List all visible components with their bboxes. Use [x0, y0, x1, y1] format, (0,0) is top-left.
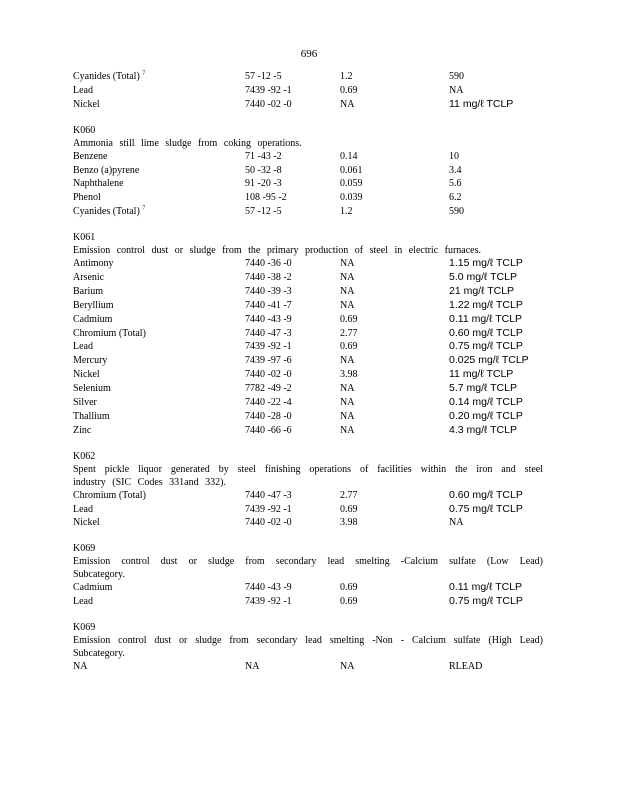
- constituent-name-text: Lead: [73, 503, 93, 515]
- constituent-row: [73, 313, 543, 327]
- constituent-name-text: Benzo (a)pyrene: [73, 164, 140, 176]
- constituent-name: [73, 70, 145, 84]
- cas-number: 57 -12 -5: [245, 206, 282, 218]
- constituent-name-text: Beryllium: [73, 299, 114, 311]
- constituent-name-text: Nickel: [73, 98, 100, 110]
- constituent-name: [73, 327, 146, 341]
- nonwastewater-standard: 590: [449, 206, 464, 218]
- page-number: 696: [300, 48, 318, 60]
- cas-number: 7782 -49 -2: [245, 383, 292, 395]
- nonwastewater-standard: 0.75 mg/ℓ TCLP: [449, 595, 523, 608]
- waste-section: [73, 70, 543, 112]
- wastewater-standard: NA: [340, 272, 355, 284]
- constituent-name-text: Phenol: [73, 192, 101, 204]
- constituent-row: [73, 299, 543, 313]
- constituent-row: [73, 257, 543, 271]
- wastewater-standard: 1.2: [340, 71, 353, 82]
- waste-section: [73, 231, 543, 438]
- nonwastewater-standard: 1.15 mg/ℓ TCLP: [449, 257, 523, 270]
- nonwastewater-standard: 6.2: [449, 192, 462, 204]
- constituent-row: [73, 516, 543, 530]
- cas-number: 7440 -02 -0: [245, 369, 292, 381]
- wastewater-standard: NA: [340, 285, 355, 297]
- cas-number: 7440 -66 -6: [245, 424, 292, 436]
- constituent-name-text: Silver: [73, 397, 97, 409]
- constituent-name: [73, 205, 145, 219]
- constituent-name: [73, 271, 104, 285]
- constituent-name-text: Antimony: [73, 258, 114, 270]
- constituent-name: [73, 516, 100, 530]
- constituent-row: [73, 150, 543, 164]
- wastewater-standard: 0.69: [340, 313, 358, 325]
- nonwastewater-standard: 0.75 mg/ℓ TCLP: [449, 340, 523, 353]
- waste-section: [73, 621, 543, 674]
- waste-description: Emission control dust or sludge from secondary lead smelting -Non - Calcium sulfate (High Lead) Subcategory.: [73, 635, 543, 660]
- nonwastewater-standard: 10: [449, 150, 459, 162]
- nonwastewater-standard: 0.20 mg/ℓ TCLP: [449, 409, 523, 422]
- nonwastewater-standard: 11 mg/ℓ TCLP: [449, 368, 514, 381]
- waste-code: K069: [73, 622, 96, 634]
- cas-number: 7439 -92 -1: [245, 503, 292, 515]
- constituent-name-text: Cyanides (Total): [73, 206, 140, 218]
- constituent-name: [73, 150, 107, 164]
- constituent-name: [73, 340, 93, 354]
- constituent-row: [73, 177, 543, 191]
- constituent-row: [73, 503, 543, 517]
- nonwastewater-standard: RLEAD: [449, 661, 483, 673]
- cas-number: 7440 -38 -2: [245, 272, 292, 284]
- wastewater-standard: 0.059: [340, 178, 363, 190]
- constituent-row: [73, 396, 543, 410]
- waste-code: K069: [73, 543, 96, 555]
- waste-section: [73, 450, 543, 531]
- constituent-row: [73, 327, 543, 341]
- cas-number: 71 -43 -2: [245, 150, 282, 162]
- constituent-name: [73, 257, 114, 271]
- cas-number: 50 -32 -8: [245, 164, 282, 176]
- constituent-name-text: Benzene: [73, 150, 108, 162]
- cas-number: 7439 -92 -1: [245, 596, 292, 608]
- waste-description: Emission control dust or sludge from secondary lead smelting -Calcium sulfate (Low Lead) Subcategory.: [73, 556, 543, 581]
- waste-section: [73, 542, 543, 609]
- cas-number: 7440 -47 -3: [245, 489, 292, 501]
- constituent-name: [73, 424, 91, 438]
- wastewater-standard: 0.69: [340, 503, 358, 515]
- constituent-name-text: Lead: [73, 596, 93, 608]
- waste-description: Spent pickle liquor generated by steel finishing operations of facilities within the iron and steel industry (SIC Codes 331and 332).: [73, 463, 543, 488]
- constituent-row: [73, 595, 543, 609]
- nonwastewater-standard: 0.025 mg/ℓ TCLP: [449, 354, 529, 367]
- cas-number: 91 -20 -3: [245, 178, 282, 190]
- wastewater-standard: NA: [340, 258, 355, 270]
- cas-number: 7440 -43 -9: [245, 313, 292, 325]
- nonwastewater-standard: 5.7 mg/ℓ TCLP: [449, 382, 517, 395]
- nonwastewater-standard: 0.14 mg/ℓ TCLP: [449, 396, 523, 409]
- constituent-name: [73, 285, 103, 299]
- constituent-name: [73, 313, 112, 327]
- cas-number: 108 -95 -2: [245, 192, 287, 204]
- wastewater-standard: NA: [340, 397, 355, 409]
- cas-number: 7440 -41 -7: [245, 299, 292, 311]
- constituent-name-text: Chromium (Total): [73, 489, 146, 501]
- constituent-name: [73, 581, 112, 595]
- constituent-row: [73, 340, 543, 354]
- constituent-row: [73, 424, 543, 438]
- constituent-name: [73, 84, 93, 98]
- nonwastewater-standard: 3.4: [449, 164, 462, 176]
- waste-code: K061: [73, 232, 96, 244]
- waste-code: K062: [73, 450, 96, 462]
- nonwastewater-standard: 0.11 mg/ℓ TCLP: [449, 581, 523, 594]
- constituent-name: [73, 299, 114, 313]
- constituent-row: [73, 164, 543, 178]
- wastewater-standard: 3.98: [340, 369, 358, 381]
- waste-description: Ammonia still lime sludge from coking operations.: [73, 137, 302, 149]
- wastewater-standard: 0.69: [340, 341, 358, 353]
- wastewater-standard: 1.2: [340, 206, 353, 218]
- constituent-row: [73, 660, 543, 674]
- constituent-row: [73, 70, 543, 84]
- cas-number: 7440 -47 -3: [245, 327, 292, 339]
- constituent-row: [73, 98, 543, 112]
- constituent-name: [73, 595, 93, 609]
- constituent-row: [73, 191, 543, 205]
- constituent-name-text: Zinc: [73, 424, 92, 436]
- wastewater-standard: NA: [340, 299, 355, 311]
- constituent-name: [73, 410, 110, 424]
- cas-number: 7439 -92 -1: [245, 84, 292, 96]
- wastewater-standard: 0.69: [340, 582, 358, 594]
- nonwastewater-standard: NA: [449, 517, 464, 529]
- constituent-name-text: Selenium: [73, 383, 111, 395]
- nonwastewater-standard: 5.6: [449, 178, 462, 190]
- constituent-name: [73, 382, 111, 396]
- wastewater-standard: NA: [340, 98, 355, 110]
- constituent-name: [73, 368, 100, 382]
- constituent-row: [73, 382, 543, 396]
- constituent-name-text: Arsenic: [73, 272, 105, 284]
- cas-number: 57 -12 -5: [245, 71, 282, 82]
- footnote-marker: 7: [142, 205, 146, 212]
- nonwastewater-standard: 0.60 mg/ℓ TCLP: [449, 326, 523, 339]
- nonwastewater-standard: 1.22 mg/ℓ TCLP: [449, 298, 523, 311]
- constituent-name: [73, 489, 146, 503]
- treatment-standards-table: [73, 70, 543, 686]
- constituent-name-text: Mercury: [73, 355, 108, 367]
- constituent-name: [73, 503, 93, 517]
- cas-number: NA: [245, 661, 260, 673]
- nonwastewater-standard: NA: [449, 84, 464, 96]
- constituent-row: [73, 205, 543, 219]
- wastewater-standard: NA: [340, 410, 355, 422]
- wastewater-standard: 0.061: [340, 164, 363, 176]
- constituent-name-text: Lead: [73, 341, 93, 353]
- constituent-name-text: Cadmium: [73, 313, 113, 325]
- cas-number: 7439 -97 -6: [245, 355, 292, 367]
- constituent-row: [73, 489, 543, 503]
- constituent-name-text: Thallium: [73, 410, 110, 422]
- nonwastewater-standard: 0.11 mg/ℓ TCLP: [449, 312, 523, 325]
- constituent-name-text: Naphthalene: [73, 178, 124, 190]
- wastewater-standard: NA: [340, 355, 355, 367]
- wastewater-standard: 0.039: [340, 192, 363, 204]
- wastewater-standard: 0.14: [340, 150, 358, 162]
- wastewater-standard: 2.77: [340, 327, 358, 339]
- constituent-row: [73, 368, 543, 382]
- constituent-name-text: Lead: [73, 84, 93, 96]
- constituent-name: [73, 396, 97, 410]
- cas-number: 7440 -02 -0: [245, 517, 292, 529]
- constituent-name-text: Cadmium: [73, 582, 113, 594]
- constituent-name: [73, 354, 107, 368]
- constituent-name-text: Chromium (Total): [73, 327, 146, 339]
- nonwastewater-standard: 590: [449, 71, 464, 82]
- nonwastewater-standard: 11 mg/ℓ TCLP: [449, 97, 514, 110]
- cas-number: 7440 -02 -0: [245, 98, 292, 110]
- constituent-row: [73, 84, 543, 98]
- cas-number: 7440 -43 -9: [245, 582, 292, 594]
- waste-description: Emission control dust or sludge from the primary production of steel in electric furnaces.: [73, 245, 482, 257]
- cas-number: 7440 -36 -0: [245, 258, 292, 270]
- cas-number: 7440 -28 -0: [245, 410, 292, 422]
- constituent-row: [73, 581, 543, 595]
- constituent-name-text: Nickel: [73, 517, 100, 529]
- constituent-name-text: NA: [73, 661, 88, 673]
- wastewater-standard: NA: [340, 424, 355, 436]
- wastewater-standard: 3.98: [340, 517, 358, 529]
- wastewater-standard: 0.69: [340, 84, 358, 96]
- nonwastewater-standard: 0.60 mg/ℓ TCLP: [449, 488, 523, 501]
- nonwastewater-standard: 5.0 mg/ℓ TCLP: [449, 271, 517, 284]
- constituent-name-text: Cyanides (Total): [73, 71, 140, 82]
- constituent-name-text: Nickel: [73, 369, 100, 381]
- constituent-name: [73, 164, 139, 178]
- constituent-name: [73, 177, 124, 191]
- waste-section: [73, 124, 543, 219]
- wastewater-standard: NA: [340, 383, 355, 395]
- constituent-row: [73, 271, 543, 285]
- wastewater-standard: 2.77: [340, 489, 358, 501]
- nonwastewater-standard: 4.3 mg/ℓ TCLP: [449, 423, 517, 436]
- constituent-name-text: Barium: [73, 285, 103, 297]
- cas-number: 7440 -22 -4: [245, 397, 292, 409]
- cas-number: 7439 -92 -1: [245, 341, 292, 353]
- nonwastewater-standard: 0.75 mg/ℓ TCLP: [449, 502, 523, 515]
- footnote-marker: 7: [142, 70, 146, 77]
- constituent-row: [73, 354, 543, 368]
- constituent-row: [73, 410, 543, 424]
- constituent-row: [73, 285, 543, 299]
- wastewater-standard: NA: [340, 661, 355, 673]
- constituent-name: [73, 98, 100, 112]
- nonwastewater-standard: 21 mg/ℓ TCLP: [449, 284, 515, 297]
- cas-number: 7440 -39 -3: [245, 285, 292, 297]
- constituent-name: [73, 191, 101, 205]
- waste-code: K060: [73, 124, 96, 136]
- constituent-name: [73, 660, 87, 674]
- wastewater-standard: 0.69: [340, 596, 358, 608]
